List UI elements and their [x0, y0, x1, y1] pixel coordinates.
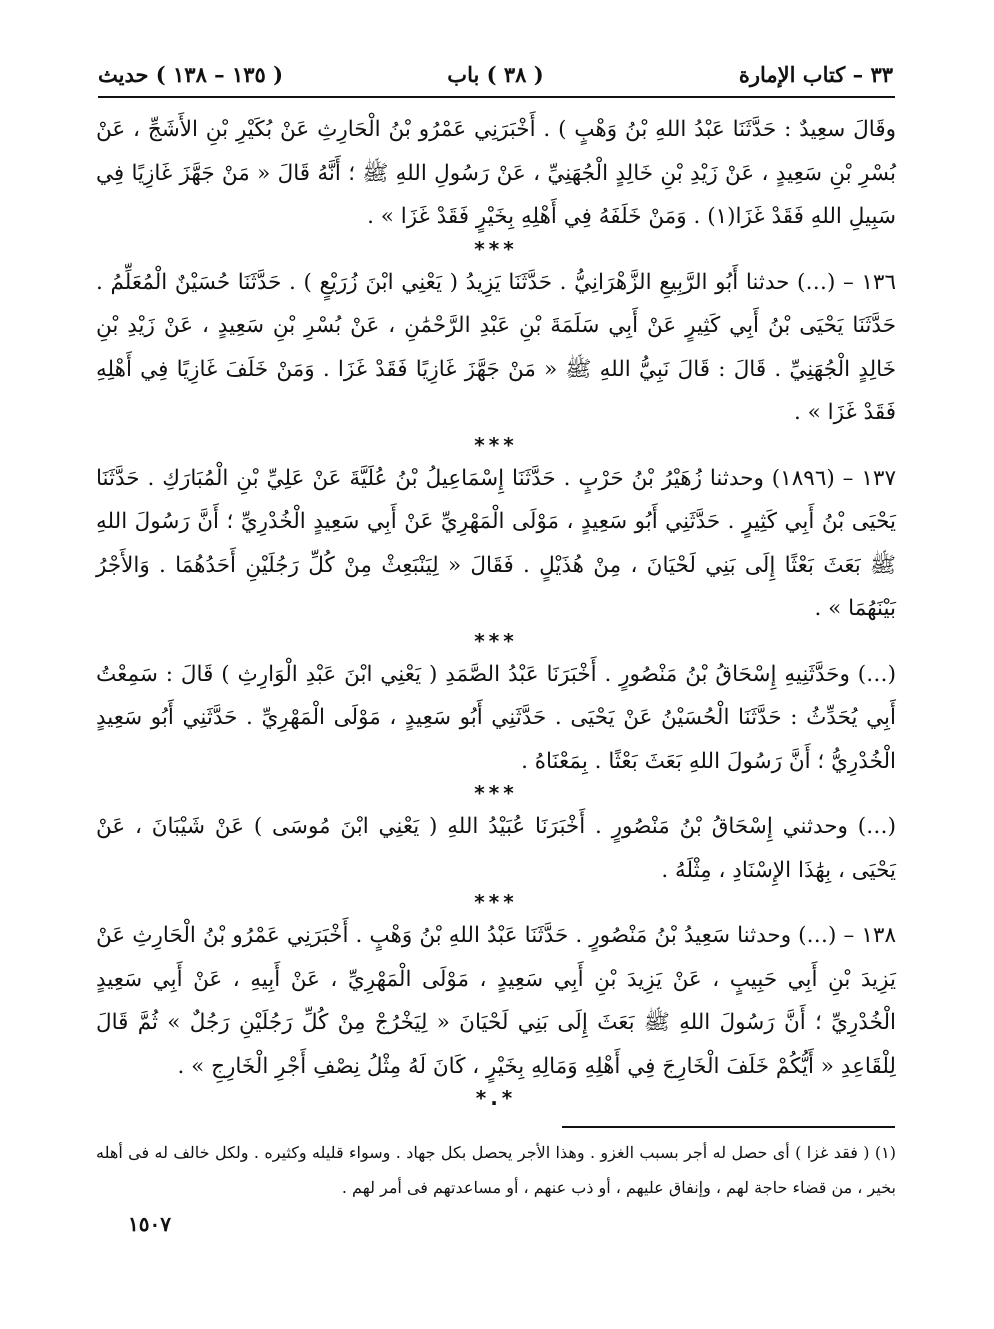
hadith-paragraph-136: ١٣٦ – (…) حدثنا أَبُو الرَّبِيعِ الزَّهْرَانِيُّ . حَدَّثَنَا يَزِيدُ ( يَعْنِي ابْنَ زُرَيْعٍ ) . حَدَّثَنَا حُسَيْنٌ الْمُعَلِّمُ . حَدَّثَنَا يَحْيَى بْنُ أَبِي كَثِيرٍ عَنْ أَبِي سَلَمَةَ بْنِ عَبْدِ الرَّحْمَٰنِ ، عَنْ بُسْرِ بْنِ سَعِيدٍ ، عَنْ زَيْدِ بْنِ خَالِدٍ الْجُهَنِيِّ . قَالَ : قَالَ نَبِيُّ اللهِ ﷺ « مَنْ جَهَّزَ غَازِيًا فَقَدْ غَزَا . وَمَنْ خَلَفَ غَازِيًا فِي أَهْلِهِ فَقَدْ غَزَا » . — [96, 269, 896, 425]
hadith-paragraph-137-b: (…) وحَدَّثَنِيهِ إِسْحَاقُ بْنُ مَنْصُورٍ . أَخْبَرَنَا عَبْدُ الصَّمَدِ ( يَعْنِي ابْنَ عَبْدِ الْوَارِثِ ) قَالَ : سَمِعْتُ أَبِي يُحَدِّثُ : حَدَّثَنَا الْحُسَيْنُ عَنْ يَحْيَى . حَدَّثَنِي أَبُو سَعِيدٍ ، مَوْلَى الْمَهْرِيِّ . حَدَّثَنِي أَبُو سَعِيدٍ الْخُدْرِيُّ ؛ أَنَّ رَسُولَ اللهِ بَعَثَ بَعْثًا . بِمَعْنَاهُ . — [96, 661, 896, 774]
running-header — [98, 62, 893, 94]
main-text — [96, 108, 896, 1110]
footnote: (١) ( فقد غزا ) أى حصل له أجر بسبب الغزو . وهذا الأجر يحصل بكل جهاد . وسواء قليله وكثيره . ولكل خالف له فى أهله بخير ، من قضاء حاجة لهم ، وإنفاق عليهم ، أو ذب عنهم ، أو مساعدتهم فى أمر لهم . — [96, 1143, 896, 1197]
hadith-paragraph-1: وقَالَ سعِيدٌ : حَدَّثَنَا عَبْدُ اللهِ بْنُ وَهْبٍ ) . أَخْبَرَنِي عَمْرُو بْنُ الْحَارِثِ عَنْ بُكَيْرِ بْنِ الأَشَجِّ ، عَنْ بُسْرِ بْنِ سَعِيدٍ ، عَنْ زَيْدِ بْنِ خَالِدٍ الْجُهَنِيِّ ، عَنْ رَسُولِ اللهِ ﷺ ؛ أَنَّهُ قَالَ « مَنْ جَهَّزَ غَازِيًا فِي سَبِيلِ اللهِ فَقَدْ غَزَا(١) . وَمَنْ خَلَفَهُ فِي أَهْلِهِ بِخَيْرٍ فَقَدْ غَزَا » . — [96, 117, 896, 229]
header-rule — [98, 96, 895, 98]
hadith-paragraph-137: ١٣٧ – (١٨٩٦) وحدثنا زُهَيْرُ بْنُ حَرْبٍ . حَدَّثَنَا إِسْمَاعِيلُ بْنُ عُلَيَّةَ عَنْ عَلِيِّ بْنِ الْمُبَارَكِ . حَدَّثَنَا يَحْيَى بْنُ أَبِي كَثِيرٍ . حَدَّثَنِي أَبُو سَعِيدٍ ، مَوْلَى الْمَهْرِيِّ عَنْ أَبِي سَعِيدٍ الْخُدْرِيِّ ؛ أَنَّ رَسُولَ اللهِ ﷺ بَعَثَ بَعْثًا إِلَى بَنِي لَحْيَانَ ، مِنْ هُذَيْلٍ . فَقَالَ « لِيَنْبَعِثْ مِنْ كُلِّ رَجُلَيْنِ أَحَدُهُمَا . وَالأَجْرُ بَيْنَهُمَا » . — [96, 465, 896, 621]
hadith-paragraph-138: ١٣٨ – (…) وحدثنا سَعِيدُ بْنُ مَنْصُورٍ . حَدَّثَنَا عَبْدُ اللهِ بْنُ وَهْبٍ . أَخْبَرَنِي عَمْرُو بْنُ الْحَارِثِ عَنْ يَزِيدَ بْنِ أَبِي حَبِيبٍ ، عَنْ يَزِيدَ بْنِ أَبِي سَعِيدٍ ، مَوْلَى الْمَهْرِيِّ ، عَنْ أَبِيهِ ، عَنْ أَبِي سَعِيدٍ الْخُدْرِيِّ ؛ أَنَّ رَسُولَ اللهِ ﷺ بَعَثَ إِلَى بَنِي لَحْيَانَ « لِيَخْرُجْ مِنْ كُلِّ رَجُلَيْنِ رَجُلٌ » ثُمَّ قَالَ لِلْقَاعِدِ « أَيُّكُمْ خَلَفَ الْخَارِجَ فِي أَهْلِهِ وَمَالِهِ بِخَيْرٍ ، كَانَ لَهُ مِثْلُ نِصْفِ أَجْرِ الْخَارِجِ » . — [96, 923, 896, 1079]
separator-5: *** — [474, 890, 518, 914]
end-mark: *.* — [475, 1086, 517, 1110]
hadith-paragraph-137-c: (…) وحدثني إِسْحَاقُ بْنُ مَنْصُورٍ . أَخْبَرَنَا عُبَيْدُ اللهِ ( يَعْنِي ابْنَ مُوسَى ) عَنْ شَيْبَانَ ، عَنْ يَحْيَى ، بِهَٰذَا الإِسْنَادِ ، مِثْلَهُ . — [96, 814, 896, 883]
page-number: ١٥٠٧ — [128, 1212, 171, 1236]
chapter-title: ٣٣ – كتاب الإمارة — [738, 62, 893, 87]
separator-3: *** — [474, 628, 518, 653]
separator-4: *** — [474, 781, 518, 805]
separator-2: *** — [474, 432, 518, 457]
bab-number: ( ٣٨ ) باب — [447, 62, 544, 87]
separator-1: *** — [474, 236, 518, 261]
footnote-rule — [562, 1126, 895, 1128]
hadith-range: ( ١٣٥ – ١٣٨ ) حديث — [98, 62, 284, 87]
